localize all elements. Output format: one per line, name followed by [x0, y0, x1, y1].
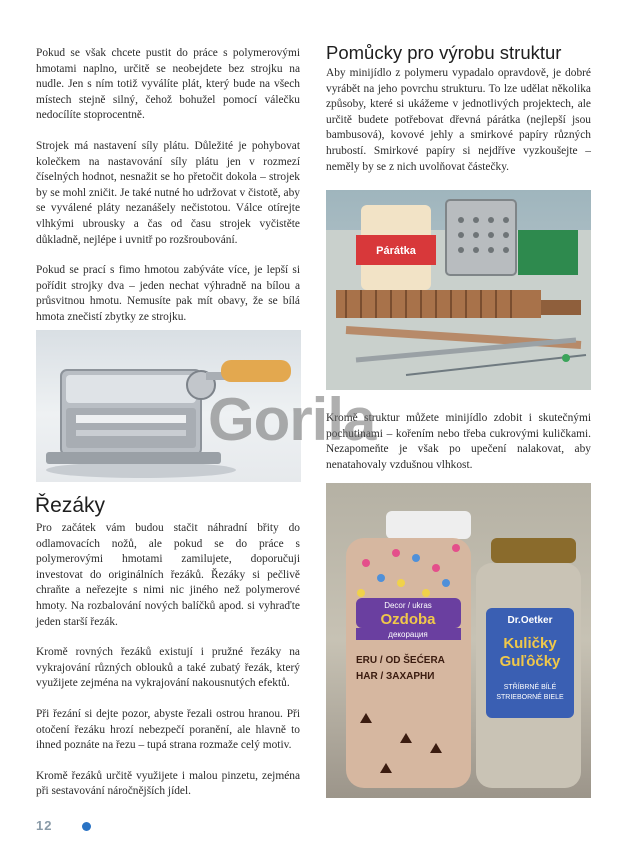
footer-dot-icon [82, 822, 91, 831]
toothpicks-label: Párátka [376, 245, 416, 257]
paragraph-two-machines: Pokud se prací s fimo hmotou zabýváte více, je lepší si pořídit strojky dva – jeden nechat výhradně na bílou a průsvitnou hmotu. Nemusíte pak mít obavy, že se bílá hmota znečistí zbytky ze strojku. [36, 264, 300, 323]
paragraph-spices-sprinkles: Kromě struktur můžete minijídlo zdobit i skutečnými pochutinami – kořením nebo třeba cukrovými kuličkami. Nezapomeňte je však po upečení nalakovat, aby nenatahovaly vzdušnou vlhkost. [326, 412, 591, 471]
paragraph-noodle-machine: Pokud se však chcete pustit do práce s polymerovými hmotami naplno, určitě se neobejdete bez strojku na nudle. Jen s ním totiž vyválíte plát, který bude na všech místech stejně silný, čehož bohužel pomocí válečku nedocílíte stoprocentně. [36, 47, 300, 122]
sprinkles-right-sub2: STRIEBORNÉ BIELE [496, 694, 564, 701]
sprinkles-left-brand: Decor / ukras [384, 601, 432, 610]
paragraph-texture-tools: Aby minijídlo z polymeru vypadalo opravdově, je dobré vyrábět na jeho povrchu strukturu. To lze udělat několika způsoby, které si ukážeme v jednotlivých projektech, ale určitě budete potřebovat dřevná párátka (nejlepší jsou bambusová), kovové jehly a smirkové papíry různých hrubostí. Smirkové papíry si nejdříve vyzkoušejte – neměly by se z nich uvolňovat částečky. [326, 67, 591, 173]
paragraph-cutters-intro: Pro začátek vám budou stačit náhradní břity do odlamovacích nožů, ale pokud se do práce s polymerovými hmotami zamilujete, doporučuji investovat do originálních řezáků. Řezáky si pečlivě chraňte a neřezejte s nimi nic jiného než polymerové hmoty. Na rozbalování nových balíčků apod. si vyhraďte jeden starší řezák. [36, 522, 300, 628]
section-title-cutters: Řezáky [35, 494, 106, 517]
sprinkles-photo [326, 483, 591, 798]
paragraph-cutting-safety: Při řezání si dejte pozor, abyste řezali ostrou hranou. Při otočení řezáku hrozí nebezpečí poranění, ale hlavně to ihned poznáte na řezu – tupá strana rozmaže celý motiv. [36, 707, 300, 752]
sprinkles-right-sub1: STŘÍBRNÉ BÍLÉ [503, 684, 557, 691]
section-title-texture-tools: Pomůcky pro výrobu struktur [326, 42, 562, 63]
sprinkles-right-brand: Dr.Oetker [507, 615, 553, 626]
sprinkles-left-name: Ozdoba [380, 611, 436, 628]
paragraph-flexible-cutters: Kromě rovných řezáků existují i pružné řezáky na vykrajování různých oblouků a také zubatý řezák, který využijete zejména na vykrajování nakousnutých efektů. [36, 646, 300, 690]
left-column-cutters [36, 521, 300, 800]
sprinkles-left-text1: ERU / OD ŠEĆERA [356, 655, 445, 666]
page-number: 12 [36, 818, 53, 833]
right-column-top [326, 42, 591, 175]
left-column [36, 46, 300, 326]
sprinkles-right-name1: Kuličky [503, 635, 557, 652]
sprinkles-left-sub: декорация [388, 630, 428, 639]
paragraph-tweezers: Kromě řezáků určitě využijete i malou pinzetu, zejména při sestavování náročnějších jídel. [36, 769, 300, 798]
sprinkles-right-name2: Guľôčky [499, 653, 561, 670]
watermark-logo: Gorila [208, 386, 376, 453]
texture-tools-photo [326, 190, 591, 390]
paragraph-thickness-setting: Strojek má nastavení síly plátu. Důležité je pohybovat kolečkem na nastavování síly plátu jen v rozmezí číselných hodnot, nesnažit se ho přetočit dokola – strojek by se mohl zničit. Je také nutné ho udržovat v čistotě, aby se vyválené pláty nezanášely nečistotou. Válce otírejte vlhkými ubrousky a čas od času strojek vyčistěte důkladně, nejlépe i uvnitř po rozšroubování. [36, 139, 300, 246]
sprinkles-left-text2: HAR / ЗАХАРНИ [356, 671, 435, 682]
